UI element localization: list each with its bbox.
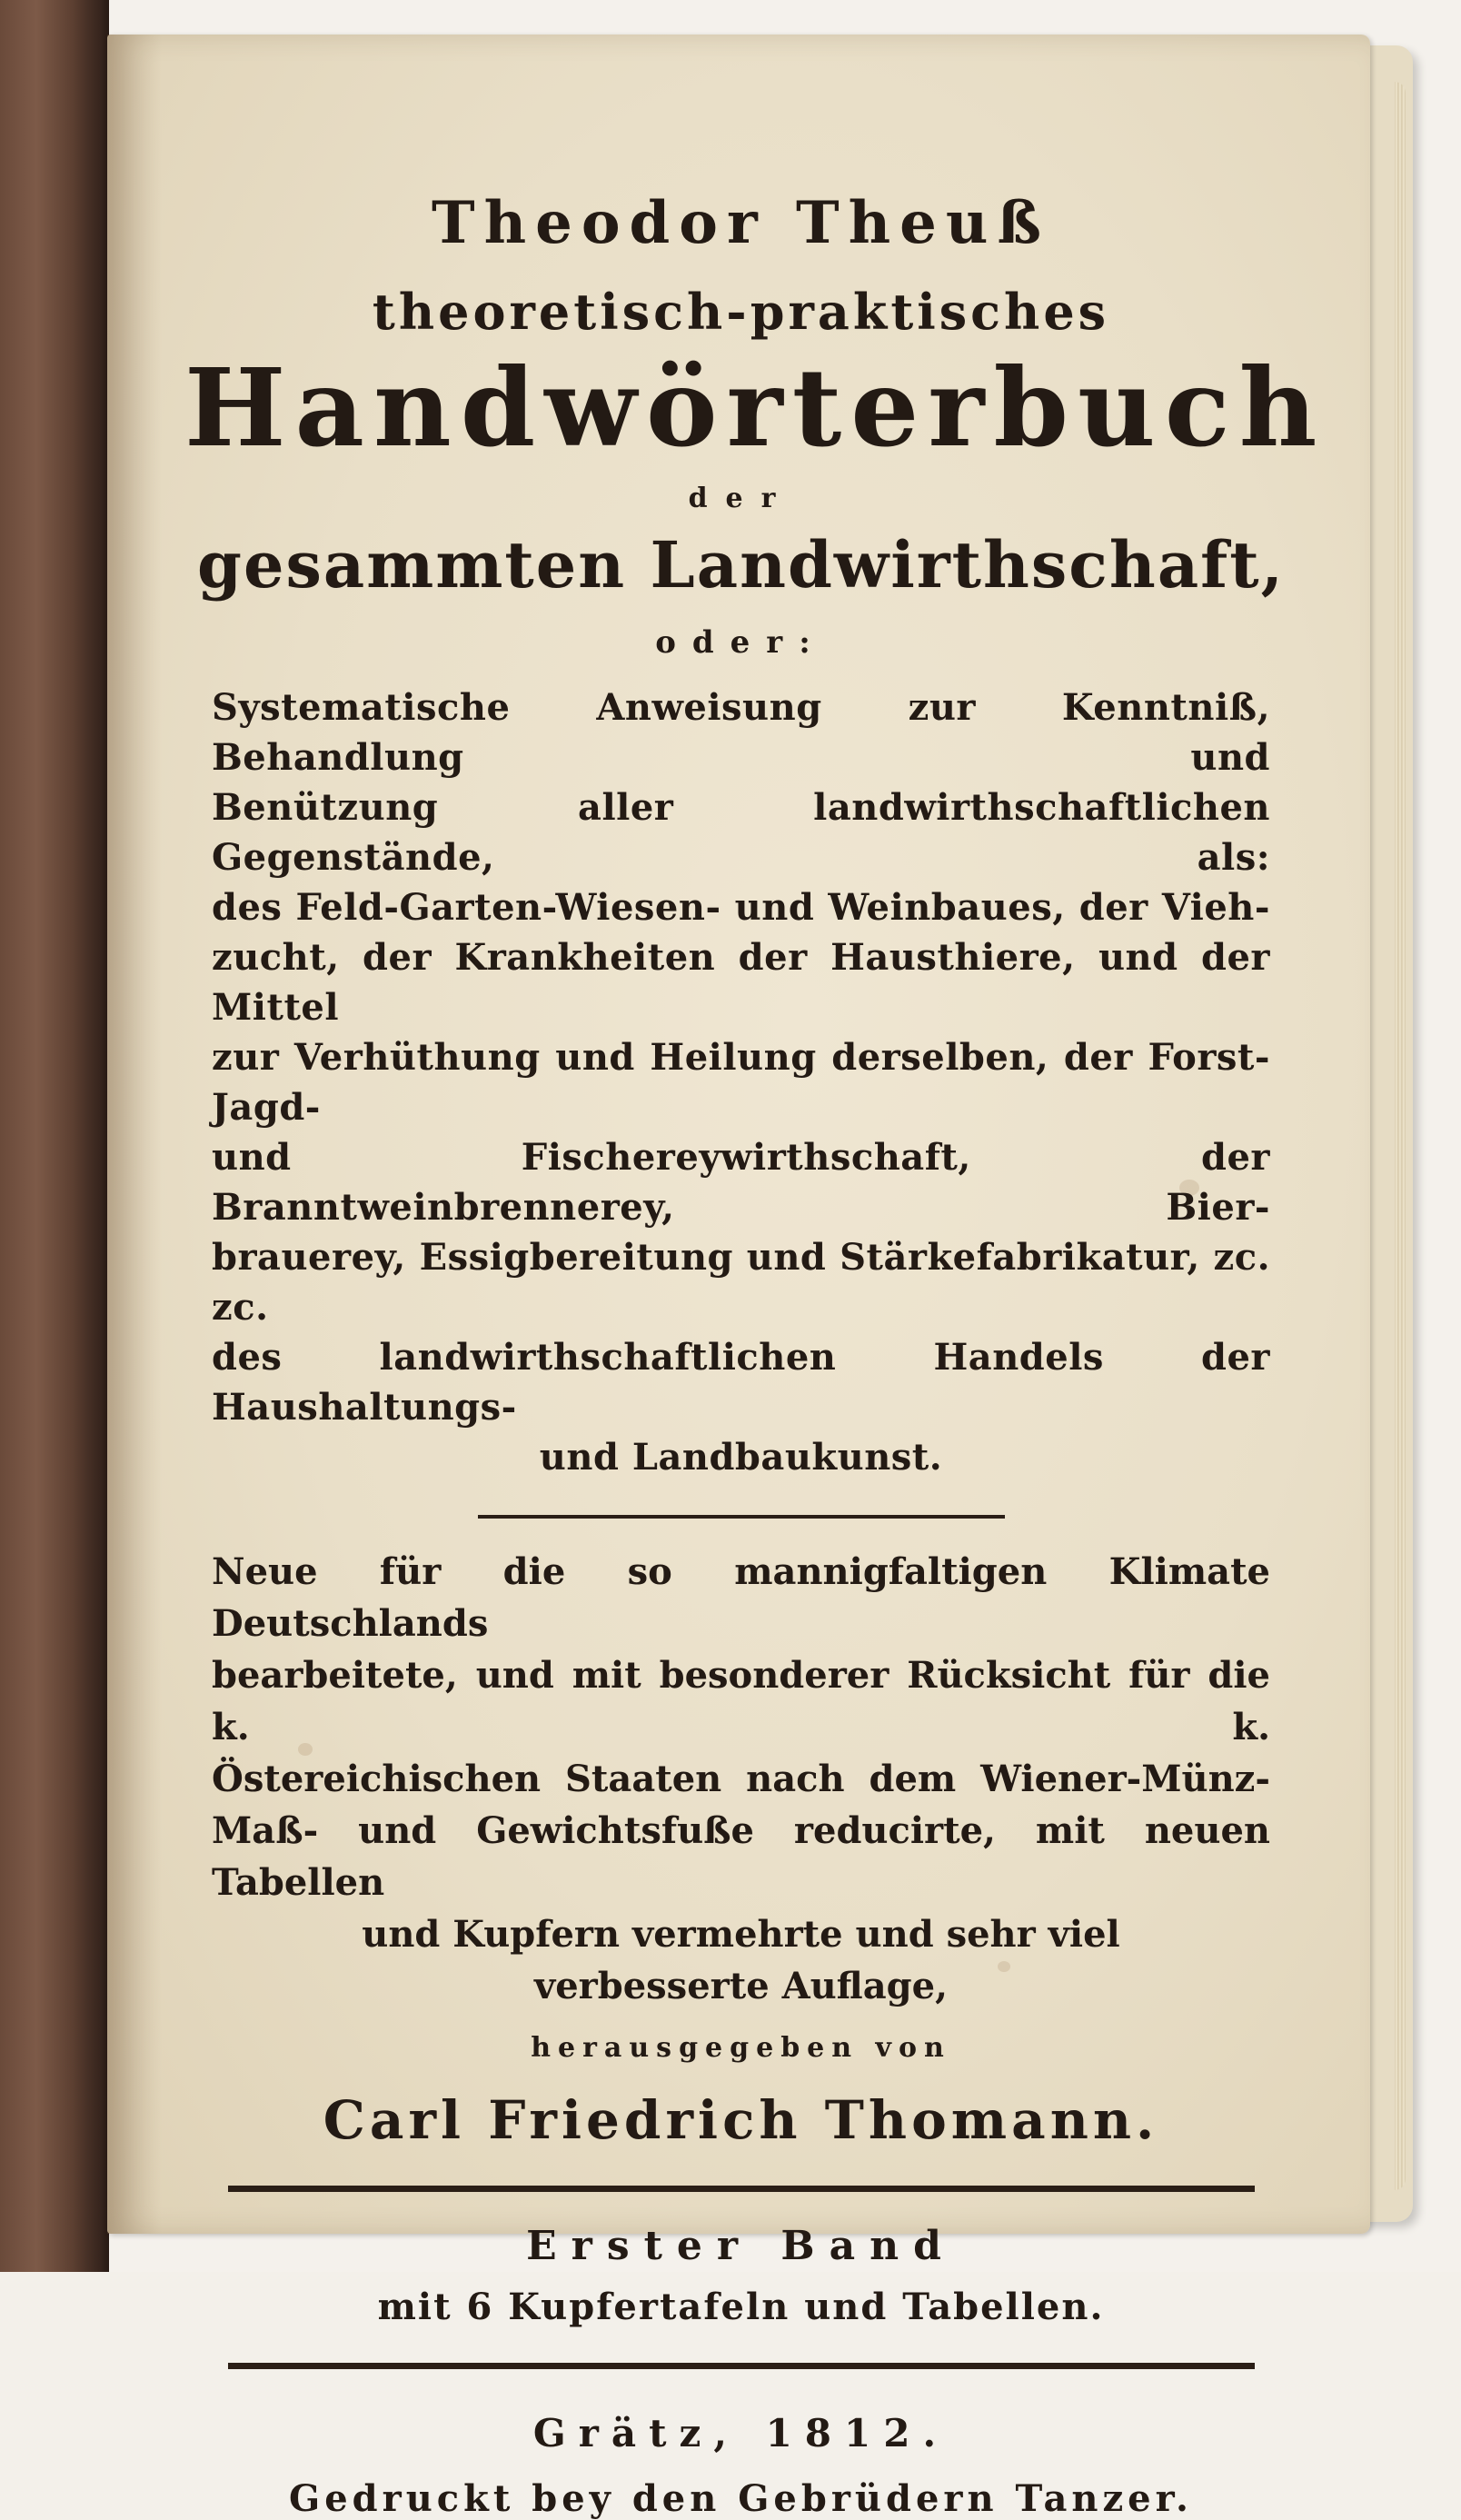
place-year-line: Grätz, 1812. xyxy=(532,2410,949,2455)
title-text-block xyxy=(184,153,1327,2520)
description-line: Systematische Anweisung zur Kenntniß, Behandlung und xyxy=(212,685,1270,779)
edition-line: Neue für die so mannigfaltigen Klimate Deutschlands xyxy=(212,1549,1270,1645)
edition-line: und Kupfern vermehrte und sehr viel xyxy=(362,1912,1120,1956)
title-page xyxy=(107,35,1370,2520)
page-gutter-shadow xyxy=(107,35,162,2234)
description-line: brauerey, Essigbereitung und Stärkefabrikatur, zc. zc. xyxy=(212,1235,1270,1329)
edition-line: Östereichischen Staaten nach dem Wiener-Münz- xyxy=(212,1757,1270,1800)
description-line: und Fischereywirthschaft, der Branntweinbrennerey, Bier- xyxy=(212,1135,1270,1229)
description-line: des landwirthschaftlichen Handels der Haushaltungs- xyxy=(212,1335,1270,1429)
gesammten-line: gesammten Landwirthschaft, xyxy=(197,526,1285,603)
volume-line: Erster Band xyxy=(526,2222,956,2269)
binding-shadow xyxy=(73,0,109,2272)
description-line: zucht, der Krankheiten der Hausthiere, und der Mittel xyxy=(212,935,1270,1029)
subtitle-line: theoretisch-praktisches xyxy=(372,283,1110,341)
divider-lower xyxy=(228,2363,1255,2369)
printer-line: Gedruckt bey den Gebrüdern Tanzer. xyxy=(289,2476,1193,2520)
author-line: Theodor Theuß xyxy=(431,189,1051,257)
edition-line: Maß- und Gewichtsfuße reducirte, mit neuen Tabellen xyxy=(212,1808,1270,1904)
edition-line: verbesserte Auflage, xyxy=(533,1964,949,2007)
page-edges xyxy=(1395,82,1406,2190)
edition-paragraph xyxy=(212,1546,1270,2012)
description-paragraph xyxy=(212,682,1270,1482)
edition-line: bearbeitete, und mit besonderer Rücksicht für die k. k. xyxy=(212,1653,1270,1748)
short-divider xyxy=(478,1515,1005,1519)
divider-upper xyxy=(228,2186,1255,2192)
der-line: der xyxy=(688,482,794,514)
description-line: zur Verhüthung und Heilung derselben, der Forst- Jagd- xyxy=(212,1035,1270,1129)
editor-name: Carl Friedrich Thomann. xyxy=(323,2088,1159,2151)
description-line: Benützung aller landwirthschaftlichen Gegenstände, als: xyxy=(212,785,1270,879)
description-line: und Landbaukunst. xyxy=(539,1435,943,1479)
description-line: des Feld-Garten-Wiesen- und Weinbaues, der Vieh- xyxy=(212,885,1270,929)
herausgegeben-line: herausgegeben von xyxy=(531,2031,951,2064)
main-title: Handwörterbuch xyxy=(184,344,1327,471)
plates-line: mit 6 Kupfertafeln und Tabellen. xyxy=(377,2285,1105,2328)
oder-line: oder: xyxy=(655,623,827,661)
